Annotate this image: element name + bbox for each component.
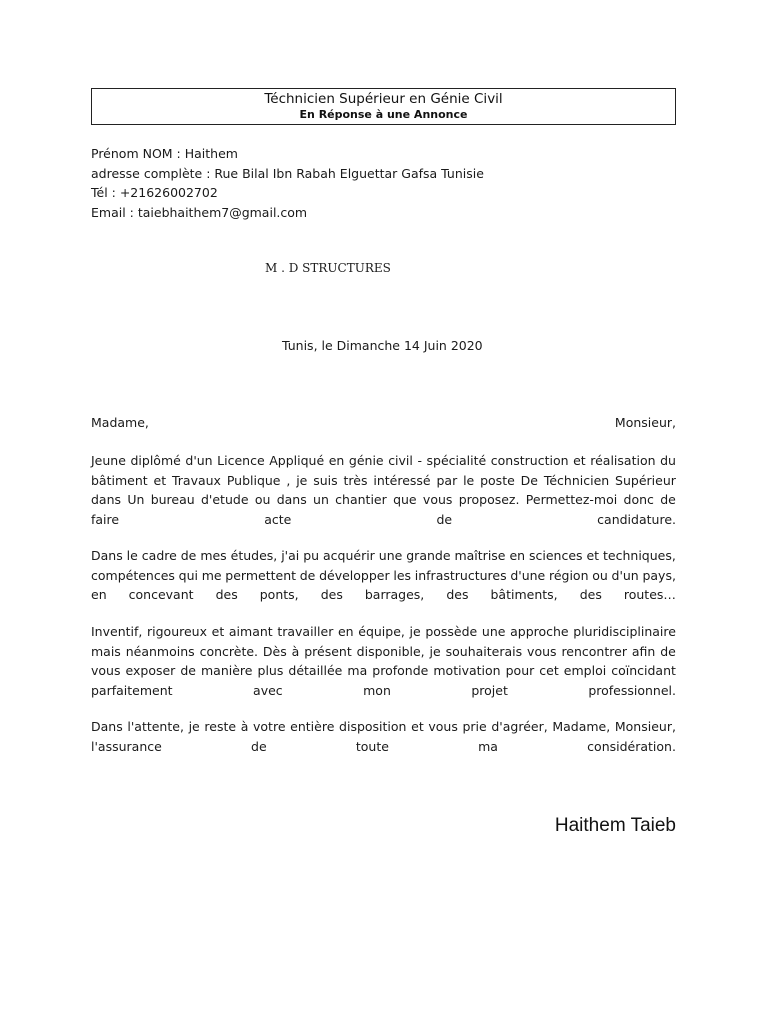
word: professionnel.	[588, 682, 676, 698]
word: détaillée	[288, 663, 343, 678]
word: mes	[200, 548, 227, 563]
word: poste	[480, 472, 515, 488]
word: acte	[264, 511, 292, 527]
word: De	[520, 472, 538, 488]
word: dans	[91, 492, 122, 507]
word: Appliqué	[269, 453, 325, 468]
text-line	[91, 510, 676, 530]
word: Jeune	[91, 453, 126, 468]
word: emploi	[563, 663, 607, 678]
text-line	[91, 566, 676, 586]
word: un	[313, 492, 329, 507]
paragraph-studies	[91, 546, 676, 605]
word: cet	[539, 663, 559, 678]
word: Dès	[262, 643, 287, 659]
word: considération.	[587, 738, 676, 754]
word: Monsieur,	[614, 719, 676, 734]
word: des	[215, 587, 238, 602]
word: construction	[490, 453, 569, 468]
word: avec	[253, 682, 283, 698]
word: de	[180, 663, 196, 678]
word: vous	[91, 663, 121, 678]
word: approche	[510, 624, 569, 639]
word: d'une	[510, 567, 546, 583]
word: ponts,	[259, 587, 299, 602]
text-line	[91, 661, 676, 681]
signature: Haithem Taieb	[554, 815, 676, 836]
word: sciences	[529, 548, 583, 563]
word: et	[411, 719, 424, 734]
word: suis	[313, 472, 338, 488]
letter-subtitle: En Réponse à une Annonce	[299, 108, 468, 121]
word: d'un	[611, 567, 639, 583]
word: des	[320, 587, 343, 602]
word: spécialité	[426, 453, 487, 468]
word: pays,	[642, 567, 676, 583]
word: profonde	[372, 663, 429, 678]
word: concrète.	[199, 643, 259, 659]
text-line	[91, 681, 676, 701]
paragraph-closing	[91, 717, 676, 756]
word: prie	[462, 719, 487, 734]
word: Un	[127, 492, 145, 507]
word: les	[393, 567, 412, 583]
word: Publique	[226, 472, 281, 488]
word: disposition	[339, 719, 407, 734]
word: motivation	[433, 663, 501, 678]
word: maîtrise	[454, 548, 506, 563]
word: proposez.	[458, 492, 520, 507]
word: Inventif,	[91, 624, 143, 639]
contact-name: Prénom NOM : Haithem	[91, 146, 238, 161]
word: rencontrer	[561, 643, 627, 659]
contact-address: adresse complète : Rue Bilal Ibn Rabah Elguettar Gafsa Tunisie	[91, 165, 484, 181]
word: le	[463, 472, 475, 488]
word: je	[296, 472, 308, 488]
word: afin	[631, 643, 656, 659]
word: infrastructures	[414, 567, 507, 583]
word: ma	[478, 738, 498, 754]
word: en	[509, 548, 526, 563]
word: vous	[422, 492, 453, 507]
word: toute	[355, 738, 389, 754]
word: en	[91, 587, 107, 602]
text-line	[91, 546, 676, 566]
word: pluridisciplinaire	[573, 624, 676, 639]
word: l'attente,	[127, 719, 184, 734]
word: mais	[91, 643, 121, 659]
text-line	[91, 737, 676, 757]
word: le	[126, 548, 138, 563]
word: vous	[428, 719, 458, 734]
text-line	[91, 622, 676, 642]
word: région	[548, 567, 589, 583]
contact-block	[91, 144, 484, 222]
word: souhaiterais	[445, 643, 523, 659]
word: Dans	[91, 548, 123, 563]
word: néanmoins	[125, 643, 195, 659]
word: Licence	[217, 453, 265, 468]
word: équipe,	[358, 624, 405, 639]
word: manière	[201, 663, 253, 678]
word: de	[660, 492, 676, 507]
word: qui	[178, 567, 198, 583]
word: du	[660, 453, 676, 468]
word: ou	[592, 567, 608, 583]
word: développer	[319, 567, 390, 583]
word: et	[211, 624, 225, 639]
word: bâtiments,	[490, 587, 558, 602]
word: aimant	[228, 624, 273, 639]
word: en	[337, 624, 354, 639]
contact-phone: Tél : +21626002702	[91, 185, 218, 200]
text-line	[91, 471, 676, 491]
word: de	[436, 511, 453, 527]
word: présent	[304, 643, 352, 659]
paragraph-motivation	[91, 622, 676, 700]
text-line	[91, 717, 676, 737]
word: rigoureux	[147, 624, 208, 639]
word: diplômé	[130, 453, 181, 468]
word: entière	[290, 719, 335, 734]
word: faire	[91, 511, 120, 527]
word: civil	[388, 453, 413, 468]
word: de	[251, 738, 267, 754]
word: Supérieur	[615, 472, 676, 488]
word: exposer	[125, 663, 176, 678]
word: ou	[254, 492, 271, 507]
word: l'assurance	[91, 738, 162, 754]
word: génie	[348, 453, 384, 468]
text-line	[91, 490, 676, 510]
word: à	[291, 643, 300, 659]
text-line	[91, 642, 676, 662]
word: réalisation	[590, 453, 656, 468]
word: par	[436, 472, 458, 488]
word: pu	[303, 548, 320, 563]
word: bâtiment	[91, 472, 148, 488]
word: cadre	[141, 548, 177, 563]
title-box	[91, 88, 676, 125]
word: -	[417, 453, 422, 468]
word: en	[328, 453, 345, 468]
word: disponible,	[356, 643, 425, 659]
text-line	[91, 451, 676, 471]
word: vous	[527, 643, 557, 659]
word: bureau	[150, 492, 195, 507]
word: projet	[471, 682, 508, 698]
word: et	[586, 548, 600, 563]
word: des	[446, 587, 469, 602]
word: candidature.	[597, 511, 676, 527]
word: votre	[253, 719, 286, 734]
word: Dans	[91, 719, 123, 734]
word: études,	[230, 548, 278, 563]
word: de	[660, 643, 676, 659]
salutation-left: Madame,	[91, 415, 149, 430]
word: je	[409, 624, 421, 639]
word: d'agréer,	[491, 719, 548, 734]
word: chantier	[335, 492, 387, 507]
text-line	[91, 585, 676, 605]
word: reste	[204, 719, 237, 734]
word: intéressé	[373, 472, 431, 488]
paragraph-introduction	[91, 451, 676, 529]
word: j'ai	[281, 548, 300, 563]
word: me	[201, 567, 222, 583]
salutation	[91, 413, 676, 433]
word: Travaux	[171, 472, 221, 488]
word: de	[180, 548, 197, 563]
word: grande	[406, 548, 451, 563]
word: Téchnicien	[543, 472, 610, 488]
word: techniques,	[603, 548, 676, 563]
word: routes…	[623, 587, 676, 602]
contact-email: Email : taiebhaithem7@gmail.com	[91, 204, 308, 220]
word: Madame,	[552, 719, 611, 734]
word: d'un	[185, 453, 213, 468]
word: très	[343, 472, 368, 488]
word: Permettez-moi	[525, 492, 618, 507]
word: je	[429, 643, 441, 659]
word: et	[573, 453, 586, 468]
word: plus	[257, 663, 284, 678]
date-line: Tunis, le Dimanche 14 Juin 2020	[282, 338, 483, 353]
word: compétences	[91, 567, 175, 583]
word: dans	[276, 492, 307, 507]
word: barrages,	[364, 587, 425, 602]
salutation-right: Monsieur,	[614, 415, 676, 430]
word: et	[153, 472, 167, 488]
word: de	[299, 567, 316, 583]
word: d'etude	[201, 492, 249, 507]
word: donc	[623, 492, 654, 507]
word: permettent	[225, 567, 297, 583]
word: travailler	[277, 624, 334, 639]
word: une	[378, 548, 403, 563]
word: que	[393, 492, 417, 507]
word: une	[481, 624, 506, 639]
recipient-company: M . D STRUCTURES	[265, 261, 391, 275]
word: je	[188, 719, 200, 734]
word: concevant	[128, 587, 194, 602]
letter-title: Téchnicien Supérieur en Génie Civil	[264, 91, 503, 107]
word: pour	[505, 663, 535, 678]
word: acquérir	[322, 548, 375, 563]
word: ma	[347, 663, 368, 678]
word: coïncidant	[611, 663, 676, 678]
word: mon	[363, 682, 391, 698]
word: ,	[286, 472, 291, 488]
word: à	[240, 719, 249, 734]
word: parfaitement	[91, 682, 173, 698]
word: possède	[425, 624, 478, 639]
word: des	[579, 587, 602, 602]
